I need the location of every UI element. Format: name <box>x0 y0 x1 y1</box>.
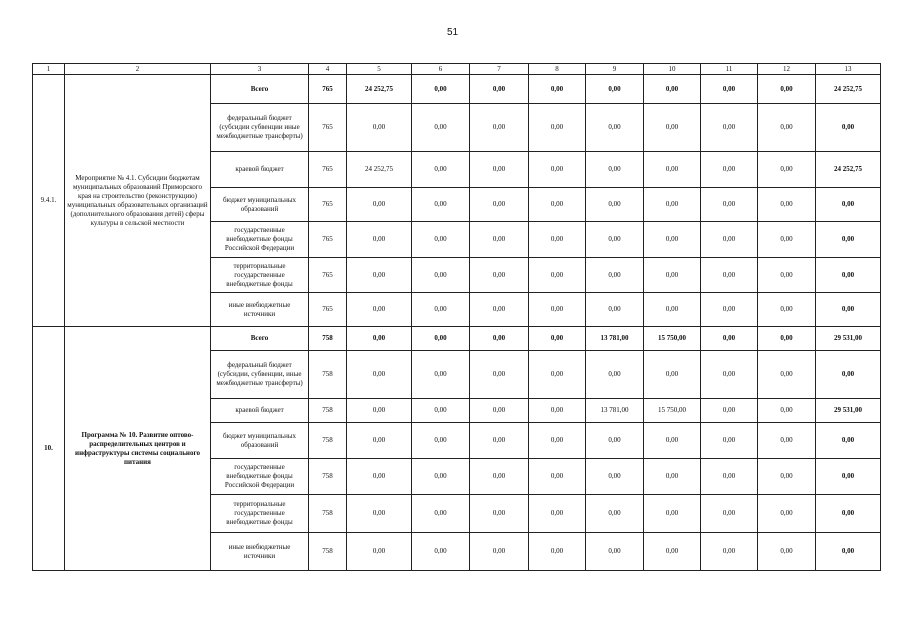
amount-cell: 0,00 <box>412 459 470 495</box>
amount-cell: 0,00 <box>586 104 644 152</box>
amount-cell: 0,00 <box>758 152 816 188</box>
amount-cell: 24 252,75 <box>347 75 412 104</box>
amount-cell: 0,00 <box>470 258 529 293</box>
amount-cell: 0,00 <box>644 293 701 327</box>
grbs-code-cell: 758 <box>309 459 347 495</box>
amount-cell: 0,00 <box>470 495 529 533</box>
amount-cell: 0,00 <box>470 327 529 351</box>
grbs-code-cell: 765 <box>309 188 347 222</box>
grbs-code-cell: 758 <box>309 423 347 459</box>
amount-cell: 0,00 <box>347 495 412 533</box>
amount-cell: 0,00 <box>758 222 816 258</box>
amount-cell: 0,00 <box>644 75 701 104</box>
amount-cell: 24 252,75 <box>816 75 881 104</box>
amount-cell: 0,00 <box>816 423 881 459</box>
amount-cell: 0,00 <box>701 222 758 258</box>
amount-cell: 0,00 <box>701 293 758 327</box>
column-number-cell: 8 <box>529 64 586 75</box>
amount-cell: 0,00 <box>758 495 816 533</box>
amount-cell: 0,00 <box>644 188 701 222</box>
amount-cell: 0,00 <box>347 399 412 423</box>
grbs-code-cell: 758 <box>309 495 347 533</box>
amount-cell: 0,00 <box>347 327 412 351</box>
funding-source-label: иные внебюджетные источники <box>211 533 309 571</box>
section-name: Программа № 10. Развитие оптово-распределительных центров и инфраструктуры системы социального питания <box>65 327 211 571</box>
column-number-cell: 12 <box>758 64 816 75</box>
amount-cell: 0,00 <box>586 495 644 533</box>
amount-cell: 0,00 <box>701 75 758 104</box>
amount-cell: 0,00 <box>644 152 701 188</box>
column-number-cell: 9 <box>586 64 644 75</box>
funding-source-label: бюджет муниципальных образований <box>211 188 309 222</box>
amount-cell: 0,00 <box>701 104 758 152</box>
column-number-cell: 3 <box>211 64 309 75</box>
column-number-cell: 11 <box>701 64 758 75</box>
amount-cell: 0,00 <box>758 423 816 459</box>
amount-cell: 0,00 <box>701 327 758 351</box>
amount-cell: 0,00 <box>529 327 586 351</box>
amount-cell: 0,00 <box>470 152 529 188</box>
amount-cell: 0,00 <box>816 222 881 258</box>
amount-cell: 0,00 <box>347 188 412 222</box>
column-number-cell: 6 <box>412 64 470 75</box>
amount-cell: 0,00 <box>701 495 758 533</box>
funding-source-label: краевой бюджет <box>211 152 309 188</box>
amount-cell: 0,00 <box>586 423 644 459</box>
amount-cell: 0,00 <box>412 293 470 327</box>
amount-cell: 0,00 <box>758 293 816 327</box>
amount-cell: 0,00 <box>529 293 586 327</box>
amount-cell: 0,00 <box>644 459 701 495</box>
amount-cell: 0,00 <box>586 533 644 571</box>
amount-cell: 0,00 <box>644 533 701 571</box>
amount-cell: 24 252,75 <box>347 152 412 188</box>
amount-cell: 0,00 <box>347 459 412 495</box>
amount-cell: 0,00 <box>412 423 470 459</box>
amount-cell: 0,00 <box>470 533 529 571</box>
amount-cell: 0,00 <box>529 351 586 399</box>
column-number-cell: 13 <box>816 64 881 75</box>
amount-cell: 0,00 <box>412 188 470 222</box>
amount-cell: 0,00 <box>586 258 644 293</box>
section-name: Мероприятие № 4.1. Субсидии бюджетам муниципальных образований Приморского края на строительство (реконструкцию) муниципальных образовательных организаций (дополнительного образования детей) сферы культуры в сельской местности <box>65 75 211 327</box>
amount-cell: 0,00 <box>529 188 586 222</box>
amount-cell: 0,00 <box>644 351 701 399</box>
amount-cell: 0,00 <box>816 293 881 327</box>
amount-cell: 0,00 <box>701 152 758 188</box>
funding-source-label: Всего <box>211 327 309 351</box>
amount-cell: 0,00 <box>529 104 586 152</box>
amount-cell: 0,00 <box>644 222 701 258</box>
amount-cell: 0,00 <box>529 222 586 258</box>
amount-cell: 0,00 <box>758 399 816 423</box>
amount-cell: 0,00 <box>347 293 412 327</box>
amount-cell: 0,00 <box>758 459 816 495</box>
funding-source-label: Всего <box>211 75 309 104</box>
amount-cell: 0,00 <box>758 533 816 571</box>
amount-cell: 29 531,00 <box>816 327 881 351</box>
column-number-cell: 4 <box>309 64 347 75</box>
amount-cell: 0,00 <box>816 258 881 293</box>
amount-cell: 0,00 <box>586 152 644 188</box>
funding-source-label: территориальные государственные внебюджетные фонды <box>211 495 309 533</box>
column-number-cell: 1 <box>33 64 65 75</box>
amount-cell: 13 781,00 <box>586 327 644 351</box>
funding-source-label: территориальные государственные внебюджетные фонды <box>211 258 309 293</box>
amount-cell: 0,00 <box>586 459 644 495</box>
table-row <box>33 327 881 351</box>
amount-cell: 0,00 <box>470 188 529 222</box>
column-number-cell: 5 <box>347 64 412 75</box>
amount-cell: 15 750,00 <box>644 399 701 423</box>
amount-cell: 0,00 <box>529 533 586 571</box>
amount-cell: 0,00 <box>347 533 412 571</box>
amount-cell: 0,00 <box>758 188 816 222</box>
amount-cell: 0,00 <box>586 351 644 399</box>
amount-cell: 0,00 <box>701 258 758 293</box>
amount-cell: 0,00 <box>412 75 470 104</box>
amount-cell: 0,00 <box>644 495 701 533</box>
column-number-row <box>33 64 881 75</box>
amount-cell: 0,00 <box>816 533 881 571</box>
amount-cell: 0,00 <box>529 423 586 459</box>
amount-cell: 0,00 <box>529 459 586 495</box>
amount-cell: 0,00 <box>412 351 470 399</box>
amount-cell: 0,00 <box>347 104 412 152</box>
amount-cell: 24 252,75 <box>816 152 881 188</box>
funding-source-label: иные внебюджетные источники <box>211 293 309 327</box>
amount-cell: 0,00 <box>758 351 816 399</box>
grbs-code-cell: 765 <box>309 104 347 152</box>
funding-source-label: государственные внебюджетные фонды Российской Федерации <box>211 222 309 258</box>
grbs-code-cell: 758 <box>309 351 347 399</box>
amount-cell: 0,00 <box>470 423 529 459</box>
amount-cell: 0,00 <box>758 75 816 104</box>
page-number: 51 <box>446 27 459 38</box>
funding-source-label: федеральный бюджет (субсидии субвенции иные межбюджетные трансферты) <box>211 104 309 152</box>
amount-cell: 0,00 <box>701 351 758 399</box>
budget-table <box>32 63 881 571</box>
amount-cell: 0,00 <box>347 423 412 459</box>
grbs-code-cell: 765 <box>309 152 347 188</box>
grbs-code-cell: 758 <box>309 327 347 351</box>
grbs-code-cell: 758 <box>309 533 347 571</box>
amount-cell: 0,00 <box>529 399 586 423</box>
section-code: 9.4.1. <box>33 75 65 327</box>
amount-cell: 0,00 <box>470 459 529 495</box>
amount-cell: 0,00 <box>586 188 644 222</box>
amount-cell: 0,00 <box>644 258 701 293</box>
amount-cell: 0,00 <box>470 104 529 152</box>
grbs-code-cell: 758 <box>309 399 347 423</box>
grbs-code-cell: 765 <box>309 75 347 104</box>
amount-cell: 0,00 <box>529 152 586 188</box>
grbs-code-cell: 765 <box>309 258 347 293</box>
funding-source-label: федеральный бюджет (субсидии, субвенции, иные межбюджетные трансферты) <box>211 351 309 399</box>
amount-cell: 0,00 <box>816 351 881 399</box>
grbs-code-cell: 765 <box>309 222 347 258</box>
amount-cell: 0,00 <box>529 495 586 533</box>
amount-cell: 0,00 <box>529 75 586 104</box>
funding-source-label: краевой бюджет <box>211 399 309 423</box>
amount-cell: 0,00 <box>470 75 529 104</box>
amount-cell: 0,00 <box>816 188 881 222</box>
funding-source-label: бюджет муниципальных образований <box>211 423 309 459</box>
amount-cell: 0,00 <box>412 152 470 188</box>
amount-cell: 0,00 <box>701 188 758 222</box>
amount-cell: 0,00 <box>644 423 701 459</box>
amount-cell: 0,00 <box>412 399 470 423</box>
amount-cell: 0,00 <box>529 258 586 293</box>
funding-source-label: государственные внебюджетные фонды Российской Федерации <box>211 459 309 495</box>
amount-cell: 0,00 <box>758 327 816 351</box>
table-row <box>33 75 881 104</box>
amount-cell: 0,00 <box>412 495 470 533</box>
amount-cell: 0,00 <box>758 104 816 152</box>
grbs-code-cell: 765 <box>309 293 347 327</box>
column-number-cell: 7 <box>470 64 529 75</box>
amount-cell: 0,00 <box>470 222 529 258</box>
amount-cell: 0,00 <box>816 495 881 533</box>
amount-cell: 0,00 <box>816 459 881 495</box>
amount-cell: 0,00 <box>412 222 470 258</box>
amount-cell: 0,00 <box>701 459 758 495</box>
amount-cell: 0,00 <box>470 293 529 327</box>
amount-cell: 0,00 <box>644 104 701 152</box>
amount-cell: 0,00 <box>412 533 470 571</box>
column-number-cell: 2 <box>65 64 211 75</box>
amount-cell: 29 531,00 <box>816 399 881 423</box>
amount-cell: 0,00 <box>412 104 470 152</box>
amount-cell: 0,00 <box>470 399 529 423</box>
column-number-cell: 10 <box>644 64 701 75</box>
amount-cell: 0,00 <box>412 258 470 293</box>
amount-cell: 0,00 <box>701 533 758 571</box>
amount-cell: 0,00 <box>586 75 644 104</box>
amount-cell: 0,00 <box>347 258 412 293</box>
amount-cell: 0,00 <box>758 258 816 293</box>
amount-cell: 0,00 <box>816 104 881 152</box>
amount-cell: 0,00 <box>412 327 470 351</box>
section-code: 10. <box>33 327 65 571</box>
amount-cell: 13 781,00 <box>586 399 644 423</box>
amount-cell: 15 750,00 <box>644 327 701 351</box>
amount-cell: 0,00 <box>470 351 529 399</box>
amount-cell: 0,00 <box>586 222 644 258</box>
amount-cell: 0,00 <box>701 399 758 423</box>
amount-cell: 0,00 <box>347 222 412 258</box>
amount-cell: 0,00 <box>347 351 412 399</box>
amount-cell: 0,00 <box>701 423 758 459</box>
amount-cell: 0,00 <box>586 293 644 327</box>
